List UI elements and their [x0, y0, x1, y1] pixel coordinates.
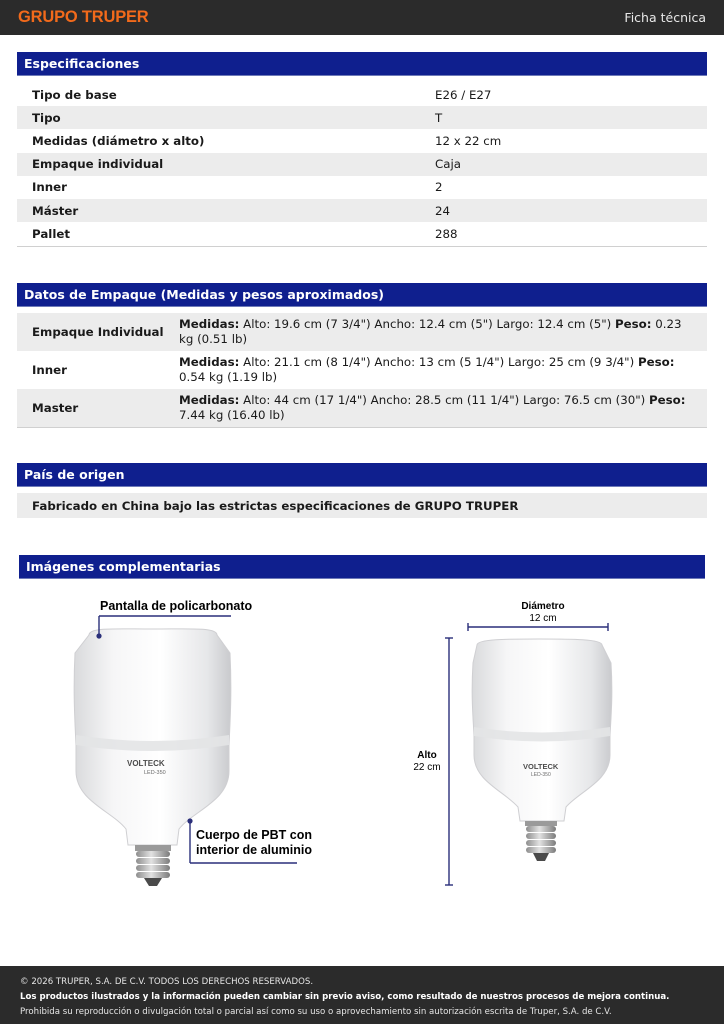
spec-value: 12 x 22 cm	[435, 133, 502, 148]
packaging-value	[179, 351, 707, 389]
weight-label: Peso:	[649, 393, 686, 407]
packaging-table	[17, 313, 707, 427]
diameter-value: 12 cm	[529, 613, 557, 624]
measures-value: Alto: 44 cm (17 1/4") Ancho: 28.5 cm (11 1/4") Largo: 76.5 cm (30")	[243, 393, 646, 407]
table-row	[17, 153, 707, 176]
specs-table	[17, 83, 707, 245]
table-row	[17, 389, 707, 427]
packaging-value	[179, 389, 707, 427]
callout-bottom-label-2: interior de aluminio	[196, 843, 312, 857]
footer-copyright: © 2026 TRUPER, S.A. DE C.V. TODOS LOS DERECHOS RESERVADOS.	[20, 977, 314, 987]
callout-top-label: Pantalla de policarbonato	[100, 599, 253, 613]
spec-label: Tipo de base	[32, 87, 117, 102]
height-label: Alto	[417, 750, 437, 761]
footer-legal: Prohibida su reproducción o divulgación total o parcial así como su uso o aprovechamiento sin autorización escrita de Truper, S.A. de C.V.	[20, 1007, 612, 1017]
weight-value: 0.23 kg (0.51 lb)	[179, 317, 682, 346]
height-value: 22 cm	[413, 762, 441, 773]
measures-label: Medidas:	[179, 355, 240, 369]
spec-label: Medidas (diámetro x alto)	[32, 133, 205, 148]
table-row	[17, 129, 707, 152]
spec-value: 24	[435, 203, 451, 218]
table-row	[17, 199, 707, 222]
table-row	[17, 176, 707, 199]
bulb-model-label: LED-350	[531, 772, 551, 778]
spec-label: Empaque individual	[32, 157, 164, 172]
spec-value: 2	[435, 180, 443, 195]
specs-section-title: Especificaciones	[17, 52, 707, 76]
bulb-illustration-right	[472, 639, 612, 861]
table-row	[17, 106, 707, 129]
packaging-value	[179, 313, 707, 351]
packaging-label: Inner	[32, 363, 68, 377]
packaging-label: Empaque Individual	[32, 325, 164, 339]
measures-value: Alto: 19.6 cm (7 3/4") Ancho: 12.4 cm (5") Largo: 12.4 cm (5")	[243, 317, 612, 331]
weight-label: Peso:	[615, 317, 652, 331]
weight-value: 7.44 kg (16.40 lb)	[179, 408, 285, 422]
spec-value: Caja	[435, 157, 461, 172]
measures-label: Medidas:	[179, 317, 240, 331]
spec-label: Pallet	[32, 226, 71, 241]
table-row	[17, 222, 707, 245]
table-divider	[17, 246, 707, 247]
document-type: Ficha técnica	[624, 10, 706, 25]
measures-label: Medidas:	[179, 393, 240, 407]
brand-logo: GRUPO TRUPER	[18, 8, 149, 26]
packaging-section-title: Datos de Empaque (Medidas y pesos aproximados)	[17, 283, 707, 307]
spec-value: 288	[435, 226, 458, 241]
callout-bottom-label-1: Cuerpo de PBT con	[196, 828, 312, 842]
footer	[0, 966, 724, 1024]
spec-value: E26 / E27	[435, 87, 492, 102]
height-dimension	[413, 638, 453, 885]
images-section-title: Imágenes complementarias	[19, 555, 705, 579]
table-row	[17, 351, 707, 389]
diameter-label: Diámetro	[521, 601, 565, 612]
table-row	[17, 83, 707, 106]
bulb-brand-label: VOLTECK	[127, 759, 165, 768]
callout-pbt-body	[187, 818, 312, 863]
table-row	[17, 313, 707, 351]
diameter-dimension	[468, 601, 608, 631]
bulb-brand-label: VOLTECK	[523, 762, 559, 771]
spec-value: T	[435, 110, 443, 125]
spec-label: Inner	[32, 180, 68, 195]
spec-label: Máster	[32, 203, 79, 218]
top-bar	[0, 0, 724, 35]
footer-notice: Los productos ilustrados y la información pueden cambiar sin previo aviso, como resultado de nuestros procesos de mejora continua.	[20, 992, 670, 1002]
origin-text: Fabricado en China bajo las estrictas especificaciones de GRUPO TRUPER	[17, 493, 707, 518]
table-divider	[17, 427, 707, 428]
bulb-model-label: LED-350	[144, 770, 166, 776]
complementary-images	[17, 583, 707, 903]
weight-label: Peso:	[637, 355, 675, 369]
packaging-label: Master	[32, 401, 79, 415]
origin-section-title: País de origen	[17, 463, 707, 487]
measures-value: Alto: 21.1 cm (8 1/4") Ancho: 13 cm (5 1/4") Largo: 25 cm (9 3/4")	[243, 355, 635, 369]
spec-label: Tipo	[32, 110, 61, 125]
weight-value: 0.54 kg (1.19 lb)	[179, 370, 278, 384]
